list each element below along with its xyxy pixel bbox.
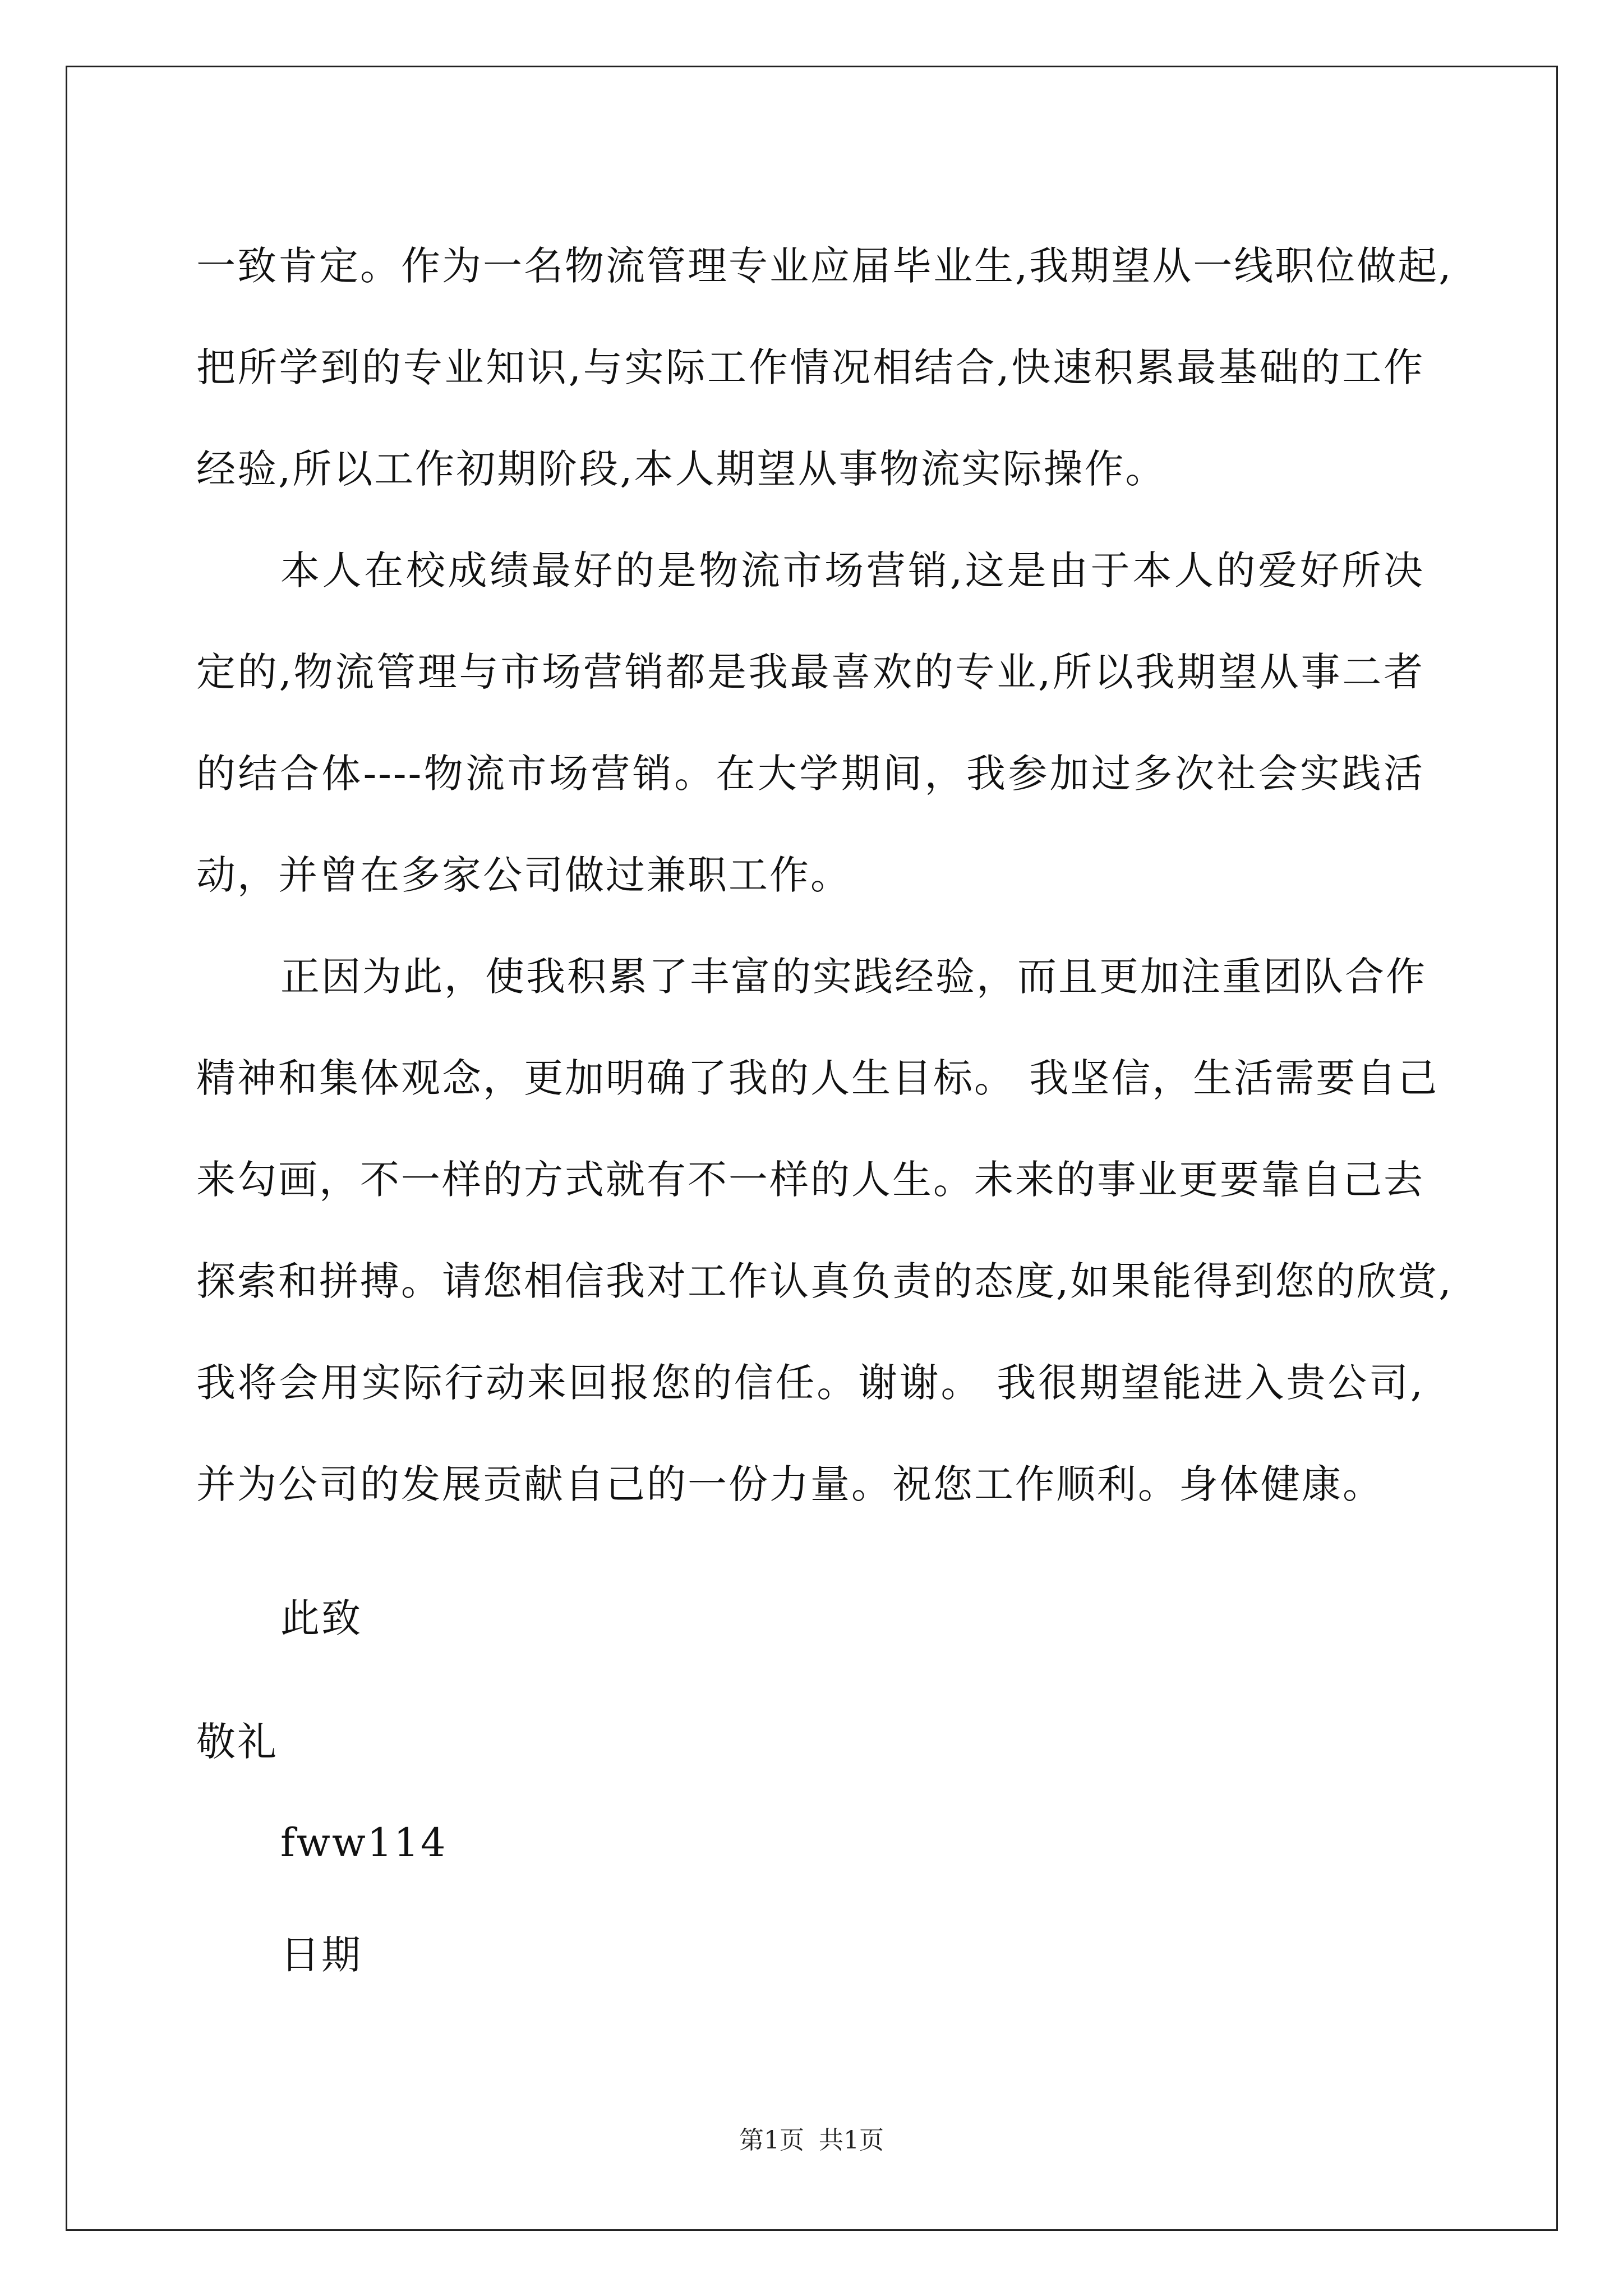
text-line: 把所学到的专业知识,与实际工作情况相结合,快速积累最基础的工作: [196, 344, 1424, 390]
page-total: 共1页: [819, 2126, 884, 2155]
letter-body: [196, 215, 1453, 1535]
closing-regards: 敬礼: [196, 1719, 278, 1765]
text-line: 探索和拼搏。请您相信我对工作认真负责的态度,如果能得到您的欣赏,: [196, 1258, 1453, 1304]
text-line: 本人在校成绩最好的是物流市场营销,这是由于本人的爱好所决: [280, 547, 1424, 593]
signature: fww114: [280, 1820, 448, 1866]
text-line: 动，并曾在多家公司做过兼职工作。: [196, 852, 851, 898]
text-line: 正因为此，使我积累了丰富的实践经验，而且更加注重团队合作: [280, 954, 1427, 1000]
text-line: 精神和集体观念，更加明确了我的人生目标。 我坚信，生活需要自己: [196, 1055, 1439, 1101]
text-line: 来勾画，不一样的方式就有不一样的人生。未来的事业更要靠自己去: [196, 1157, 1424, 1203]
page-number: 第1页: [739, 2126, 804, 2155]
date-label: 日期: [280, 1932, 362, 1978]
text-line: 我将会用实际行动来回报您的信任。谢谢。 我很期望能进入贵公司,: [196, 1360, 1424, 1406]
text-line: 一致肯定。作为一名物流管理专业应届毕业生,我期望从一线职位做起,: [196, 243, 1453, 289]
page-footer: [0, 2124, 1623, 2157]
closing-salutation: 此致: [280, 1595, 362, 1641]
text-line: 并为公司的发展贡献自己的一份力量。祝您工作顺利。身体健康。: [196, 1461, 1384, 1507]
text-line: 定的,物流管理与市场营销都是我最喜欢的专业,所以我期望从事二者: [196, 649, 1424, 695]
text-line: 经验,所以工作初期阶段,本人期望从事物流实际操作。: [196, 446, 1166, 492]
text-line: 的结合体----物流市场营销。在大学期间，我参加过多次社会实践活: [196, 751, 1424, 797]
